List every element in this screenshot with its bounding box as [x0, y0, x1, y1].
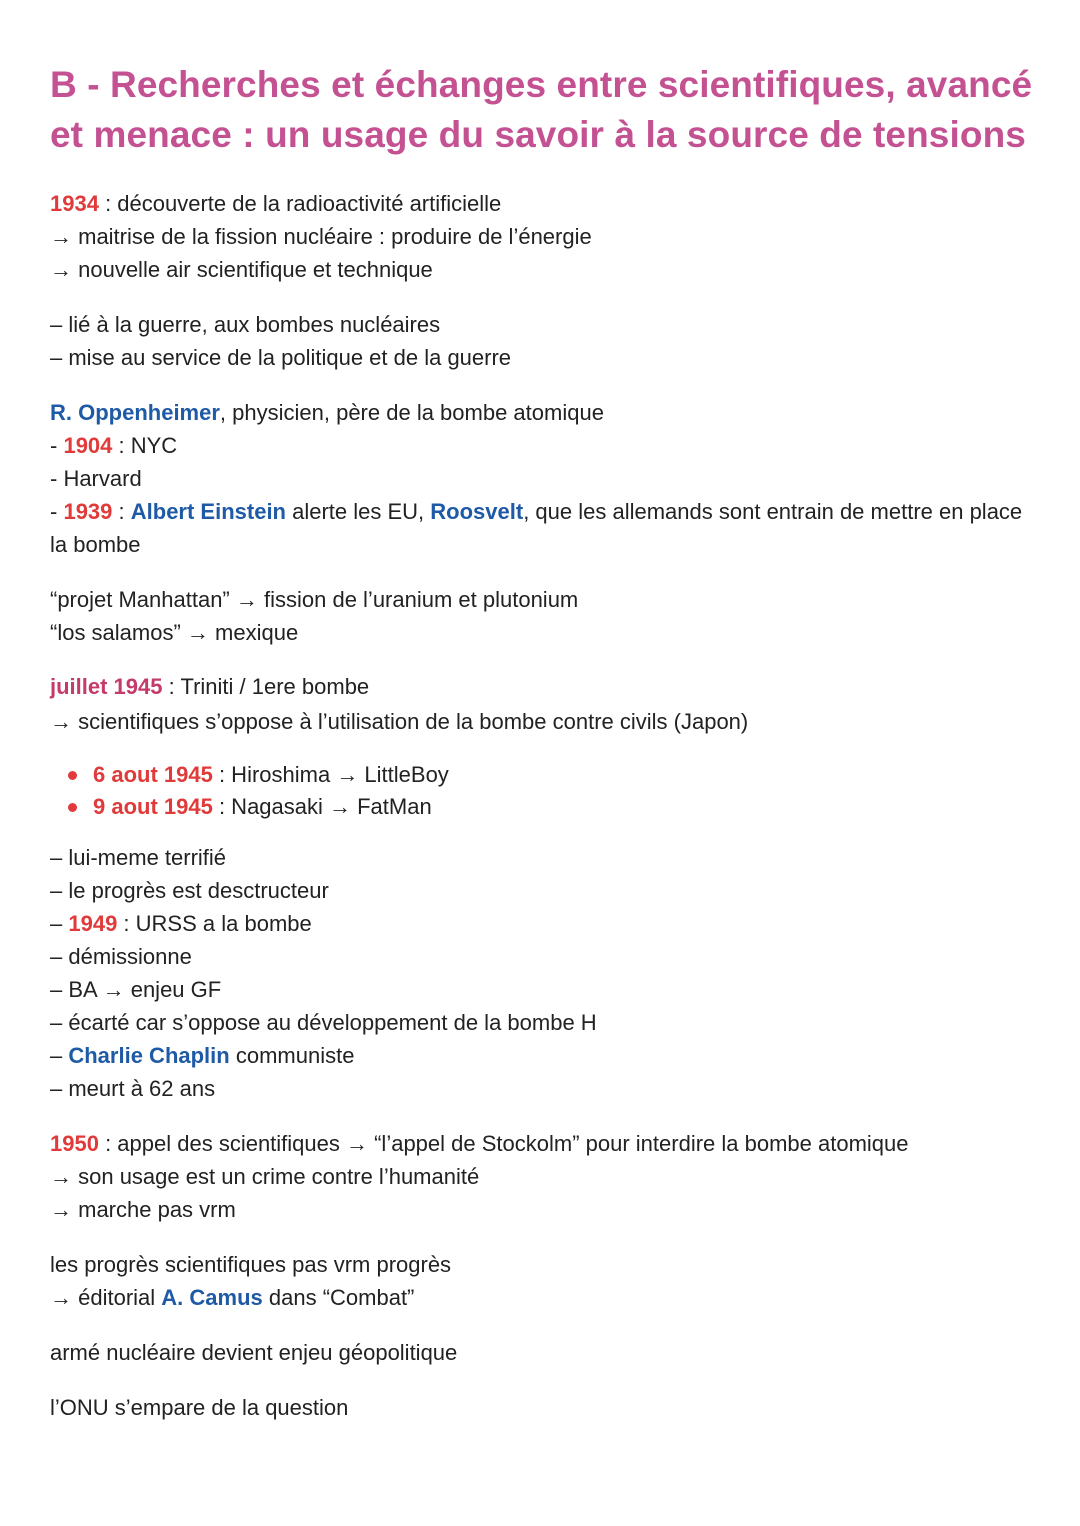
section-manhattan	[50, 583, 1040, 649]
person-name: Albert Einstein	[130, 499, 286, 524]
prefix: -	[50, 433, 64, 458]
date-highlight: 1950	[50, 1131, 99, 1156]
section-progres	[50, 1248, 1040, 1314]
prefix: -	[50, 499, 64, 524]
prefix: –	[50, 1043, 69, 1068]
line-nouvelle-air: → nouvelle air scientifique et technique	[50, 257, 433, 282]
line-harvard: - Harvard	[50, 466, 142, 491]
text: :	[112, 499, 131, 524]
line-progres: les progrès scientifiques pas vrm progrès	[50, 1252, 452, 1277]
line-marche: → marche pas vrm	[50, 1197, 236, 1222]
line-scientifiques: → scientifiques s’oppose à l’utilisation de la bombe contre civils (Japon)	[50, 709, 749, 734]
bullet-icon	[68, 771, 77, 780]
line-crime: → son usage est un crime contre l’humanité	[50, 1164, 480, 1189]
text: : appel des scientifiques → “l’appel de Stockolm” pour interdire la bombe atomique	[98, 1131, 909, 1156]
date-highlight: 1934	[50, 191, 99, 216]
text: , que les allemands sont entrain de mettre en place la bombe	[50, 499, 1029, 557]
section-consequences	[50, 841, 1040, 1105]
list-item	[50, 791, 1040, 823]
line-oppenheimer	[50, 396, 1040, 429]
text: dans “Combat”	[262, 1285, 415, 1310]
section-oppenheimer	[50, 396, 1040, 561]
page-title: B - Recherches et échanges entre scientifiques, avancé et menace : un usage du savoir à la source de tensions	[50, 64, 1033, 155]
line-geopolitique: armé nucléaire devient enjeu géopolitique	[50, 1340, 458, 1365]
date-highlight: 1939	[63, 499, 113, 524]
line-onu: l’ONU s’empare de la question	[50, 1395, 349, 1420]
date-highlight: 9 aout 1945	[93, 794, 213, 819]
list-item	[50, 759, 1040, 791]
document-page	[50, 60, 1040, 1424]
line-juillet-1945	[50, 670, 1040, 703]
line-1939	[50, 495, 1040, 561]
section-1950	[50, 1127, 1040, 1226]
section-guerre	[50, 308, 1040, 374]
text: , physicien, père de la bombe atomique	[219, 400, 604, 425]
line-destructeur: – le progrès est desctructeur	[50, 878, 329, 903]
line-1949	[50, 907, 1040, 940]
date-highlight: juillet 1945	[50, 674, 163, 699]
line-1904	[50, 429, 1040, 462]
person-name: R. Oppenheimer	[50, 400, 220, 425]
text: → éditorial	[50, 1285, 162, 1310]
text: : Nagasaki → FatMan	[212, 794, 432, 819]
text: : URSS a la bombe	[117, 911, 312, 936]
line-ba: – BA → enjeu GF	[50, 977, 222, 1002]
text: communiste	[229, 1043, 355, 1068]
line-manhattan: “projet Manhattan” → fission de l’uranium et plutonium	[50, 587, 579, 612]
line-terrifie: – lui-meme terrifié	[50, 845, 227, 870]
line-demissionne: – démissionne	[50, 944, 192, 969]
text: alerte les EU,	[286, 499, 431, 524]
section-1945	[50, 670, 1040, 738]
text: : NYC	[112, 433, 178, 458]
prefix: –	[50, 911, 69, 936]
line-camus	[50, 1281, 1040, 1314]
line-fission: → maitrise de la fission nucléaire : produire de l’énergie	[50, 224, 592, 249]
text: : Hiroshima → LittleBoy	[212, 762, 449, 787]
person-name: A. Camus	[161, 1285, 263, 1310]
date-highlight: 1904	[63, 433, 113, 458]
line-ecarte: – écarté car s’oppose au développement de la bombe H	[50, 1010, 597, 1035]
bombings-list	[50, 759, 1040, 823]
date-highlight: 6 aout 1945	[93, 762, 213, 787]
bullet-icon	[68, 803, 77, 812]
person-name: Roosvelt	[430, 499, 524, 524]
line-chaplin	[50, 1039, 1040, 1072]
line-1934	[50, 187, 1040, 220]
section-1934	[50, 187, 1040, 286]
person-name: Charlie Chaplin	[68, 1043, 230, 1068]
line-guerre: – lié à la guerre, aux bombes nucléaires	[50, 312, 441, 337]
line-1950	[50, 1127, 1040, 1160]
text: : Triniti / 1ere bombe	[162, 674, 370, 699]
date-highlight: 1949	[68, 911, 118, 936]
line-politique: – mise au service de la politique et de la guerre	[50, 345, 512, 370]
line-meurt: – meurt à 62 ans	[50, 1076, 216, 1101]
text: : découverte de la radioactivité artificielle	[98, 191, 502, 216]
line-los-salamos: “los salamos” → mexique	[50, 620, 299, 645]
